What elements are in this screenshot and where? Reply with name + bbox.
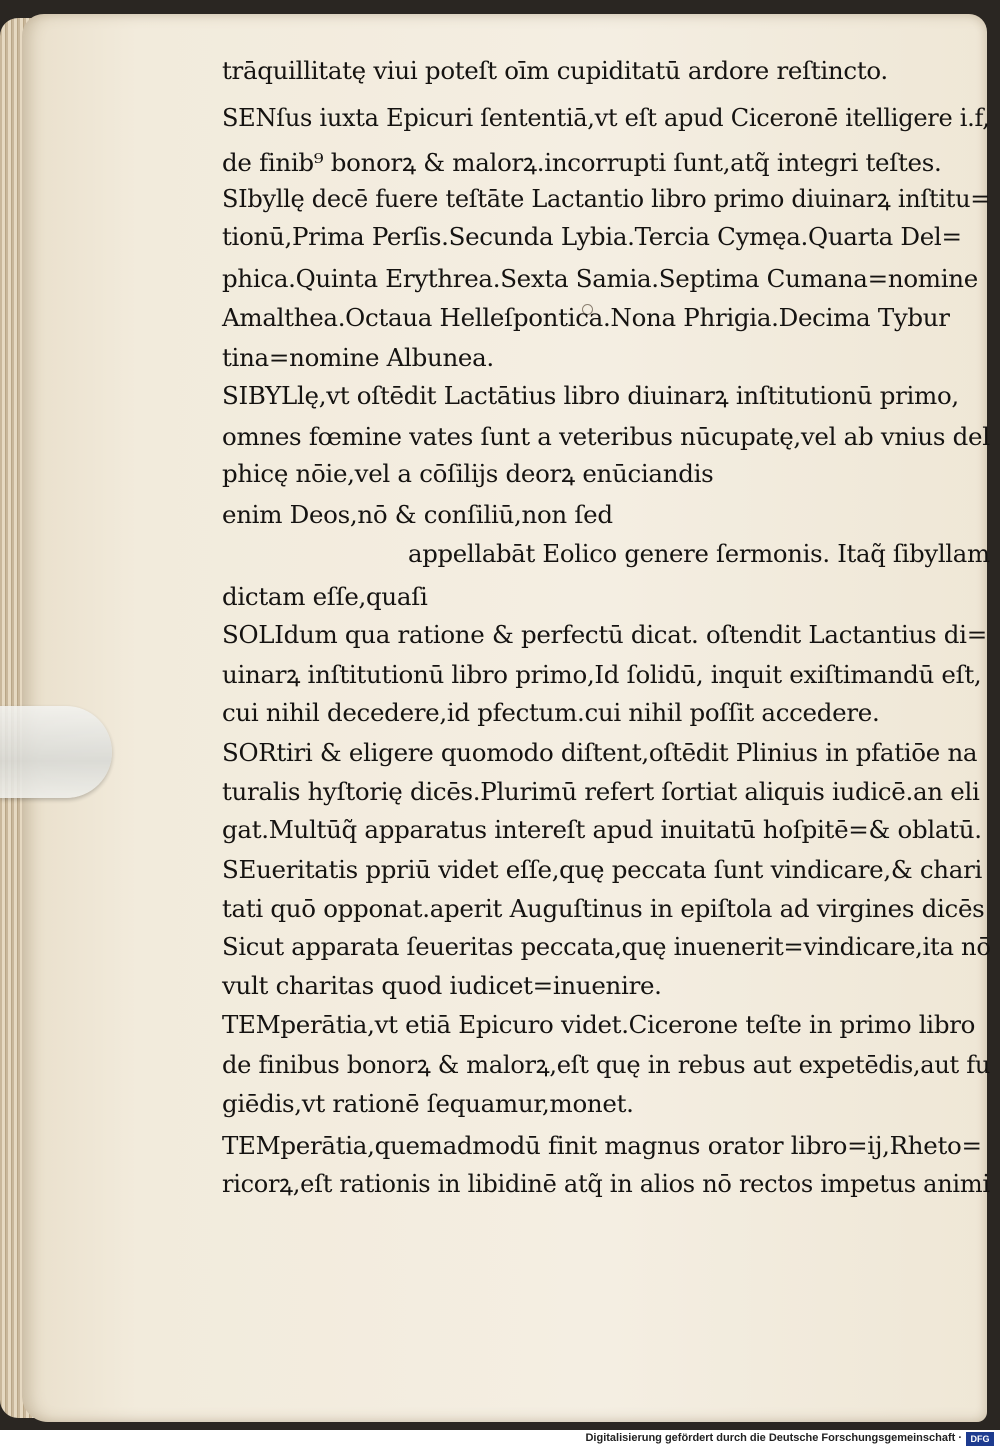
text-line: phica.Quinta Erythrea.Sexta Samia.Septima Cumana=nomine (222, 264, 978, 293)
text-line: SENſus iuxta Epicuri ſententiā,vt eſt apud Ciceronē itelligere i.f, (222, 103, 990, 132)
text-line: SOLIdum qua ratione & perfectū dicat. oſtendit Lactantius di= (222, 620, 987, 649)
text-line: cui nihil decedere,id pfectum.cui nihil poſſit accedere. (222, 698, 880, 727)
text-line: tionū,Prima Perſis.Secunda Lybia.Tercia Cymęa.Quarta Del= (222, 222, 962, 251)
text-line: trāquillitatę viui poteſt oīm cupiditatū ardore reſtincto. (222, 56, 888, 85)
text-line: phicę nōie,vel a cōſilijs deorꝝ enūciandis (222, 459, 714, 488)
text-line: de finibus bonorꝝ & malorꝝ,eſt quę in rebus aut expetēdis,aut fu (222, 1050, 991, 1079)
text-line: turalis hyſtorię dicēs.Plurimū refert ſortiat aliquis iudicē.an eli (222, 777, 980, 806)
text-line: vult charitas quod iudicet=inuenire. (222, 971, 662, 1000)
text-line: omnes fœmine vates ſunt a veteribus nūcupatę,vel ab vnius del (222, 422, 990, 451)
text-line: enim Deos,nō & conſiliū,non ſed (222, 500, 613, 529)
text-line: de finib⁹ bonorꝝ & malorꝝ.incorrupti ſunt,atq̃ integri teſtes. (222, 148, 942, 177)
funding-credit: Digitalisierung gefördert durch die Deutsche Forschungsgemeinschaft · (585, 1432, 962, 1444)
text-line: SEueritatis ppriū videt eſſe,quę peccata ſunt vindicare,& chari (222, 855, 983, 884)
text-line: SORtiri & eligere quomodo diſtent,oſtēdit Plinius in pfatiōe na (222, 738, 978, 767)
text-line: TEMperātia,quemadmodū finit magnus orator libro=ij,Rheto= (222, 1131, 982, 1160)
text-line: tati quō opponat.aperit Auguſtinus in epiſtola ad virgines dicēs (222, 894, 985, 923)
text-line: SIbyllę decē fuere teſtāte Lactantio libro primo diuinarꝝ inſtitu= (222, 184, 991, 213)
text-line: uinarꝝ inſtitutionū libro primo,Id ſolidū, inquit exiſtimandū eſt, (222, 660, 982, 689)
dfg-logo: DFG (966, 1432, 994, 1446)
text-line: giēdis,vt rationē ſequamur,monet. (222, 1089, 634, 1118)
text-line: SIBYLlę,vt oſtēdit Lactātius libro diuinarꝝ inſtitutionū primo, (222, 381, 959, 410)
text-line: ricorꝝ,eſt rationis in libidinē atq̃ in alios nō rectos impetus animi (222, 1169, 990, 1198)
text-line: gat.Multūq̃ apparatus intereſt apud inuitatū hoſpitē=& oblatū. (222, 815, 982, 844)
text-line: appellabāt Eolico genere ſermonis. Itaq̃ ſibyllam (408, 539, 990, 568)
text-line: Sicut apparata ſeueritas peccata,quę inuenerit=vindicare,ita nō (222, 932, 991, 961)
text-line: dictam eſſe,quaſi (222, 582, 428, 611)
text-line: tina=nomine Albunea. (222, 343, 494, 372)
digitization-footer (0, 1430, 1000, 1449)
text-line: Amalthea.Octaua Helleſpontica.Nona Phrigia.Decima Tybur (222, 303, 950, 332)
text-line: TEMperātia,vt etiā Epicuro videt.Cicerone teſte in primo libro (222, 1010, 976, 1039)
page-clip (0, 706, 112, 798)
